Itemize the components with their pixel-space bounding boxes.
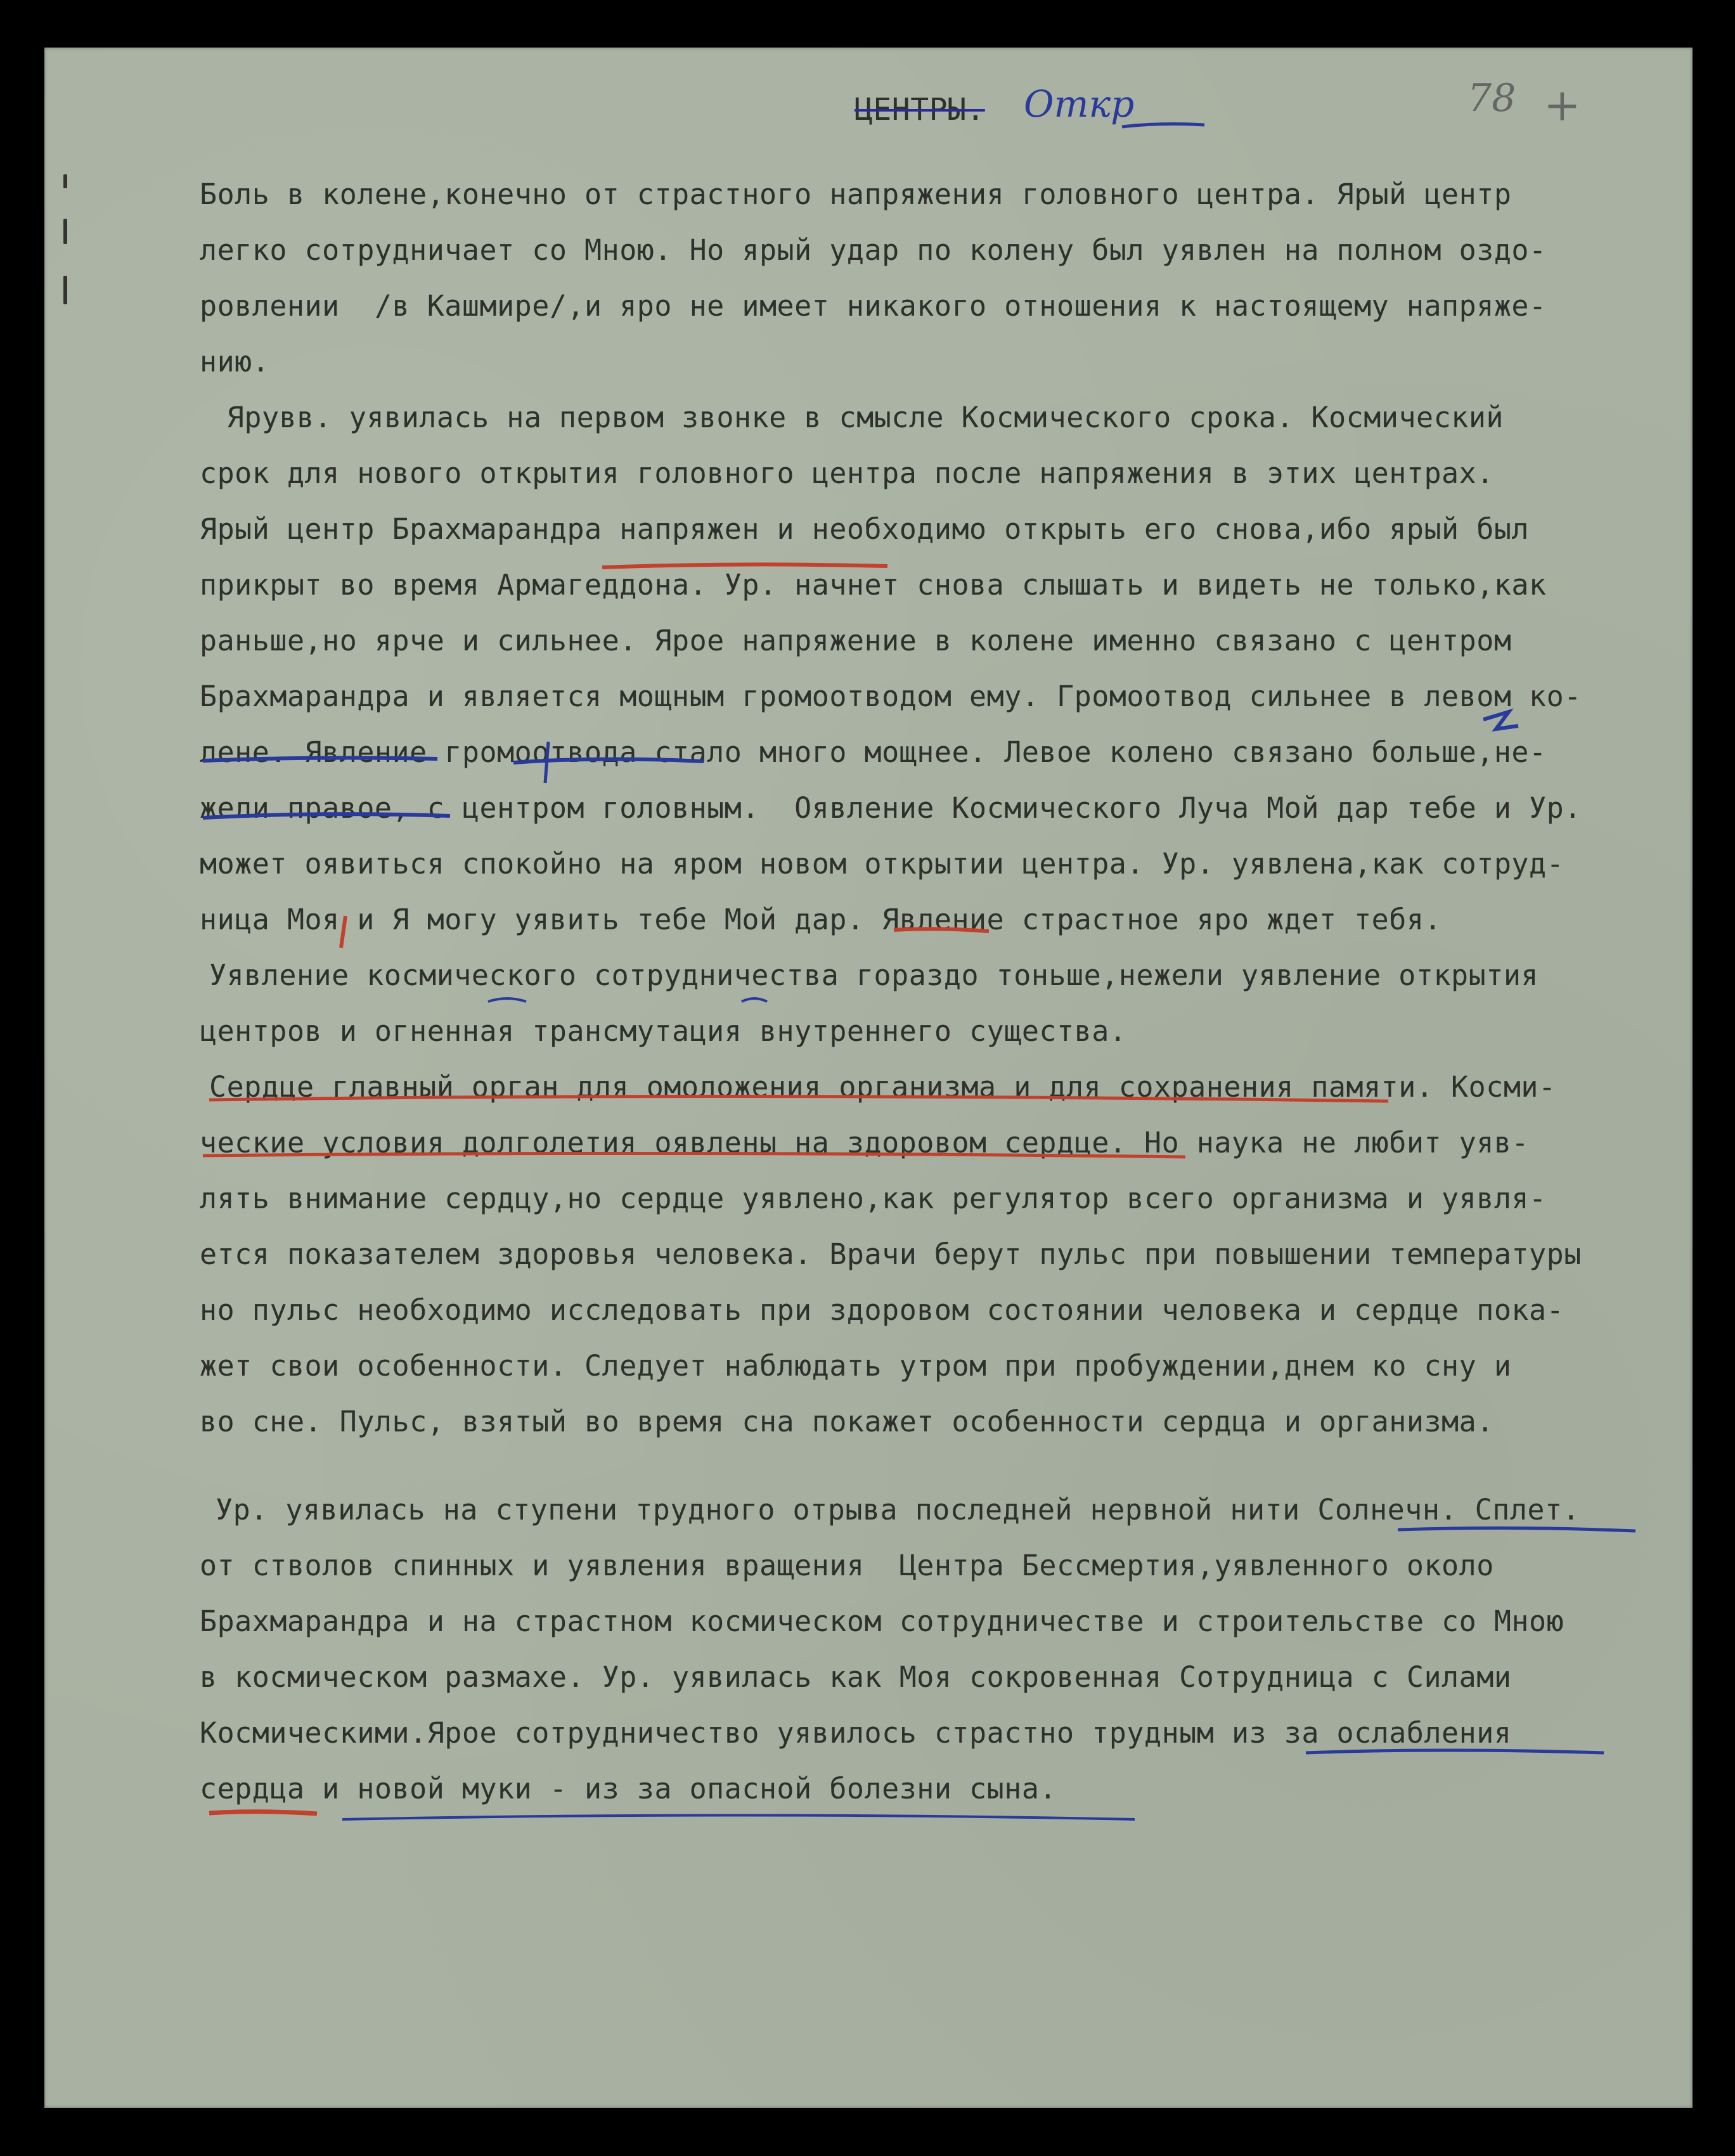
corner-cross-mark: +: [1544, 79, 1581, 131]
text-line: нию.: [200, 345, 270, 378]
text-line: ется показателем здоровья человека. Врачи берут пульс при повышении температуры: [200, 1237, 1582, 1271]
blue-mark: [1483, 712, 1518, 729]
text-line: Сердце главный орган для омоложения организма и для сохранения памяти. Косми-: [209, 1070, 1556, 1104]
text-line: Ярувв. уявилась на первом звонке в смысле Космического срока. Космический: [174, 401, 1504, 434]
blue-underline: [1306, 1750, 1604, 1753]
text-line: лять внимание сердцу,но сердце уявлено,как регулятор всего организма и уявля-: [200, 1182, 1547, 1215]
blue-mark: [742, 998, 767, 1002]
red-underline: [602, 564, 887, 567]
text-line: прикрыт во время Армагеддона. Ур. начнет снова слышать и видеть не только,как: [200, 568, 1547, 602]
document-title: ЦЕНТРЫ.: [855, 92, 985, 127]
red-underline: [209, 1812, 317, 1814]
margin-marks: [63, 174, 74, 339]
text-line: жели правое, с центром головным. Оявление Космического Луча Мой дар тебе и Ур.: [200, 791, 1582, 825]
handwritten-title-note: Откр_: [1024, 82, 1153, 126]
text-line: Брахмарандра и является мощным громоотводом ему. Громоотвод сильнее в левом ко-: [200, 680, 1582, 713]
text-line: ница Моя и Я могу уявить тебе Мой дар. Явление страстное яро ждет тебя.: [200, 903, 1442, 936]
text-line: сердца и новой муки - из за опасной болезни сына.: [200, 1772, 1057, 1805]
text-line: легко сотрудничает со Мною. Но ярый удар по колену был уявлен на полном оздо-: [200, 233, 1547, 267]
text-line: Ярый центр Брахмарандра напряжен и необходимо открыть его снова,ибо ярый был: [200, 512, 1530, 546]
text-line: срок для нового открытия головного центра после напряжения в этих центрах.: [200, 456, 1494, 490]
text-line: может оявиться спокойно на яром новом открытии центра. Ур. уявлена,как сотруд-: [200, 847, 1564, 881]
document-page: [44, 48, 1693, 2108]
page-number: 78: [1467, 76, 1516, 120]
text-line: раньше,но ярче и сильнее. Ярое напряжение в колене именно связано с центром: [200, 624, 1512, 657]
text-line: ческие условия долголетия оявлены на здоровом сердце. Но наука не любит уяв-: [200, 1126, 1530, 1159]
text-line: во сне. Пульс, взятый во время сна покажет особенности сердца и организма.: [200, 1405, 1494, 1438]
text-line: ровлении /в Кашмире/,и яро не имеет никакого отношения к настоящему напряже-: [200, 289, 1547, 323]
text-line: центров и огненная трансмутация внутреннего существа.: [200, 1014, 1127, 1048]
text-line: Ур. уявилась на ступени трудного отрыва последней нервной нити Солнечн. Сплет.: [216, 1493, 1580, 1527]
text-line: в космическом размахе. Ур. уявилась как Моя сокровенная Сотрудница с Силами: [200, 1660, 1512, 1694]
blue-mark: [488, 998, 526, 1002]
blue-underline: [342, 1816, 1135, 1820]
text-line: Космическими.Ярое сотрудничество уявилось страстно трудным из за ослабления: [200, 1716, 1512, 1750]
text-line: Брахмарандра и на страстном космическом сотрудничестве и строительстве со Мною: [200, 1604, 1564, 1638]
text-line: но пульс необходимо исследовать при здоровом состоянии человека и сердце пока-: [200, 1293, 1564, 1327]
blue-underline: [1398, 1528, 1635, 1531]
text-line: от стволов спинных и уявления вращения Центра Бессмертия,уявленного около: [200, 1549, 1494, 1582]
text-line: жет свои особенности. Следует наблюдать утром при пробуждении,днем ко сну и: [200, 1349, 1512, 1383]
text-line: Боль в колене,конечно от страстного напряжения головного центра. Ярый центр: [200, 178, 1512, 211]
text-line: лене. Явление громоотвода стало много мощнее. Левое колено связано больше,не-: [200, 735, 1547, 769]
text-line: Уявление космического сотрудничества гораздо тоньше,нежели уявление открытия: [209, 959, 1539, 992]
